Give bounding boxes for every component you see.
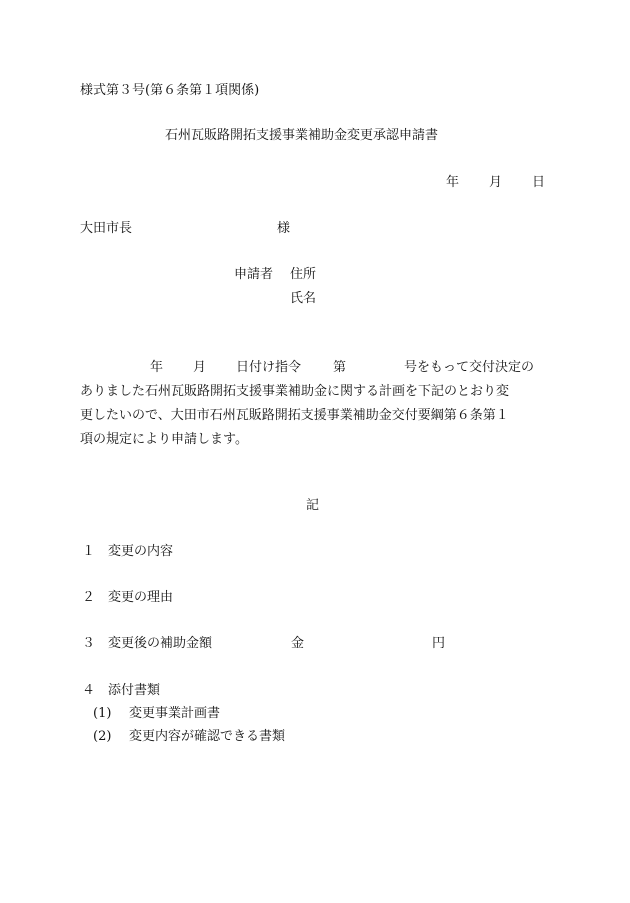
item-label: 変更の内容 [108, 544, 174, 559]
date-month: 月 [489, 175, 503, 190]
item-number: ３ [82, 636, 96, 651]
item-number: ２ [82, 590, 96, 605]
item-label: 変更後の補助金額 [108, 636, 213, 651]
body-line-2: ありました石州瓦販路開拓支援事業補助金に関する計画を下記のとおり変 [80, 384, 510, 399]
body-number-prefix: 第 [333, 360, 347, 375]
body-day-directive: 日付け指令 [236, 360, 302, 375]
applicant-name-label: 氏名 [290, 291, 317, 306]
item-label: 添付書類 [108, 683, 161, 698]
item-label: 変更の理由 [108, 590, 174, 605]
applicant-address-label: 住所 [290, 267, 317, 282]
item-number: ４ [82, 683, 96, 698]
amount-prefix: 金 [291, 636, 305, 651]
body-line1-rest: 号をもって交付決定の [404, 360, 535, 375]
date-day: 日 [532, 175, 546, 190]
attachment-number: (2) [93, 729, 112, 744]
addressee-honorific: 様 [277, 221, 291, 236]
body-year: 年 [150, 360, 164, 375]
body-line-4: 項の規定により申請します。 [80, 432, 248, 447]
addressee-name: 大田市長 [80, 221, 133, 236]
attachment-number: (1) [93, 706, 112, 721]
document-title: 石州瓦販路開拓支援事業補助金変更承認申請書 [165, 128, 439, 143]
form-label: 様式第３号(第６条第１項関係) [80, 83, 260, 98]
item-number: １ [82, 544, 96, 559]
attachment-label: 変更事業計画書 [129, 706, 221, 721]
applicant-label: 申請者 [234, 267, 274, 282]
body-line-3: 更したいので、大田市石州瓦販路開拓支援事業補助金交付要綱第６条第１ [80, 408, 509, 423]
amount-suffix: 円 [432, 636, 446, 651]
date-year: 年 [446, 175, 460, 190]
ki-heading: 記 [306, 498, 320, 513]
attachment-label: 変更内容が確認できる書類 [129, 729, 286, 744]
body-month: 月 [193, 360, 207, 375]
